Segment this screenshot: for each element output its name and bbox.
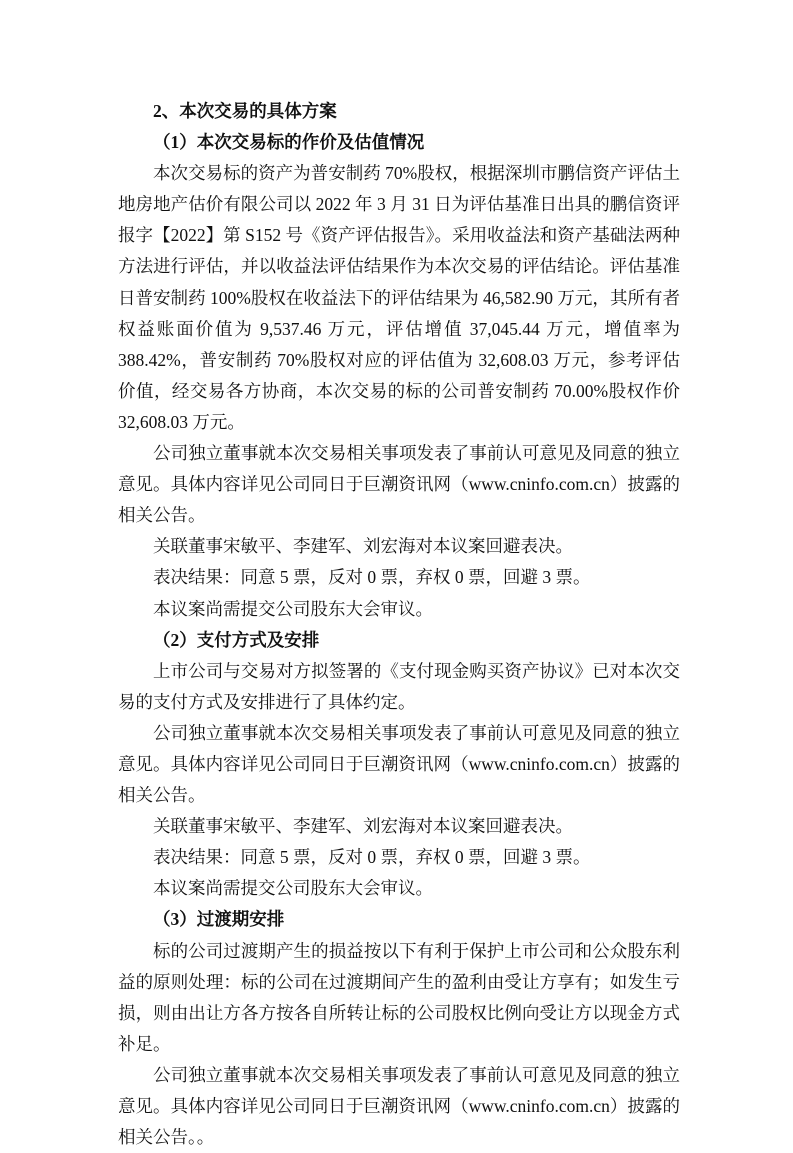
- paragraph-related-directors-abstain: 关联董事宋敏平、李建军、刘宏海对本议案回避表决。: [153, 816, 573, 837]
- paragraph-shareholder-meeting-review: 本议案尚需提交公司股东大会审议。: [153, 598, 433, 619]
- paragraph-payment-agreement: 上市公司与交易对方拟签署的《支付现金购买资产协议》已对本次交易的支付方式及安排进行了具体约定。: [118, 660, 680, 712]
- section-heading: 2、本次交易的具体方案: [153, 101, 337, 121]
- paragraph-independent-directors-opinion: 公司独立董事就本次交易相关事项发表了事前认可意见及同意的独立意见。具体内容详见公司同日于巨潮资讯网（www.cninfo.com.cn）披露的相关公告。: [118, 722, 680, 806]
- paragraph-related-directors-abstain: 关联董事宋敏平、李建军、刘宏海对本议案回避表决。: [153, 536, 573, 557]
- paragraph-valuation-details: 本次交易标的资产为普安制药 70%股权，根据深圳市鹏信资产评估土地房地产估价有限公司以 2022 年 3 月 31 日为评估基准日出具的鹏信资评报字【2022】第 S152 号《资产评估报告》。采用收益法和资产基础法两种方法进行评估，并以收益法评估结果作为本次交易的评估结论。评估基准日普安制药 100%股权在收益法下的评估结果为 46,582.90 万元，其所有者权益账面价值为 9,537.46 万元，评估增值 37,045.44 万元，增值率为 388.42%，普安制药 70%股权对应的评估值为 32,608.03 万元，参考评估价值，经交易各方协商，本次交易的标的公司普安制药 70.00%股权作价 32,608.03 万元。: [118, 163, 680, 432]
- subsection-heading-payment-arrangement: （2）支付方式及安排: [153, 629, 320, 650]
- subsection-heading-pricing-valuation: （1）本次交易标的作价及估值情况: [153, 132, 425, 153]
- paragraph-independent-directors-opinion: 公司独立董事就本次交易相关事项发表了事前认可意见及同意的独立意见。具体内容详见公司同日于巨潮资讯网（www.cninfo.com.cn）披露的相关公告。。: [118, 1064, 680, 1148]
- paragraph-shareholder-meeting-review: 本议案尚需提交公司股东大会审议。: [153, 878, 433, 899]
- paragraph-vote-result: 表决结果：同意 5 票，反对 0 票，弃权 0 票，回避 3 票。: [153, 847, 591, 868]
- document-body: [118, 96, 680, 1153]
- paragraph-independent-directors-opinion: 公司独立董事就本次交易相关事项发表了事前认可意见及同意的独立意见。具体内容详见公司同日于巨潮资讯网（www.cninfo.com.cn）披露的相关公告。: [118, 443, 680, 526]
- paragraph-vote-result: 表决结果：同意 5 票，反对 0 票，弃权 0 票，回避 3 票。: [153, 567, 591, 588]
- paragraph-transition-profit-loss: 标的公司过渡期产生的损益按以下有利于保护上市公司和公众股东利益的原则处理：标的公司在过渡期间产生的盈利由受让方享有；如发生亏损，则由出让方各方按各自所转让标的公司股权比例向受让方以现金方式补足。: [118, 940, 680, 1054]
- subsection-heading-transition-period: （3）过渡期安排: [153, 909, 285, 930]
